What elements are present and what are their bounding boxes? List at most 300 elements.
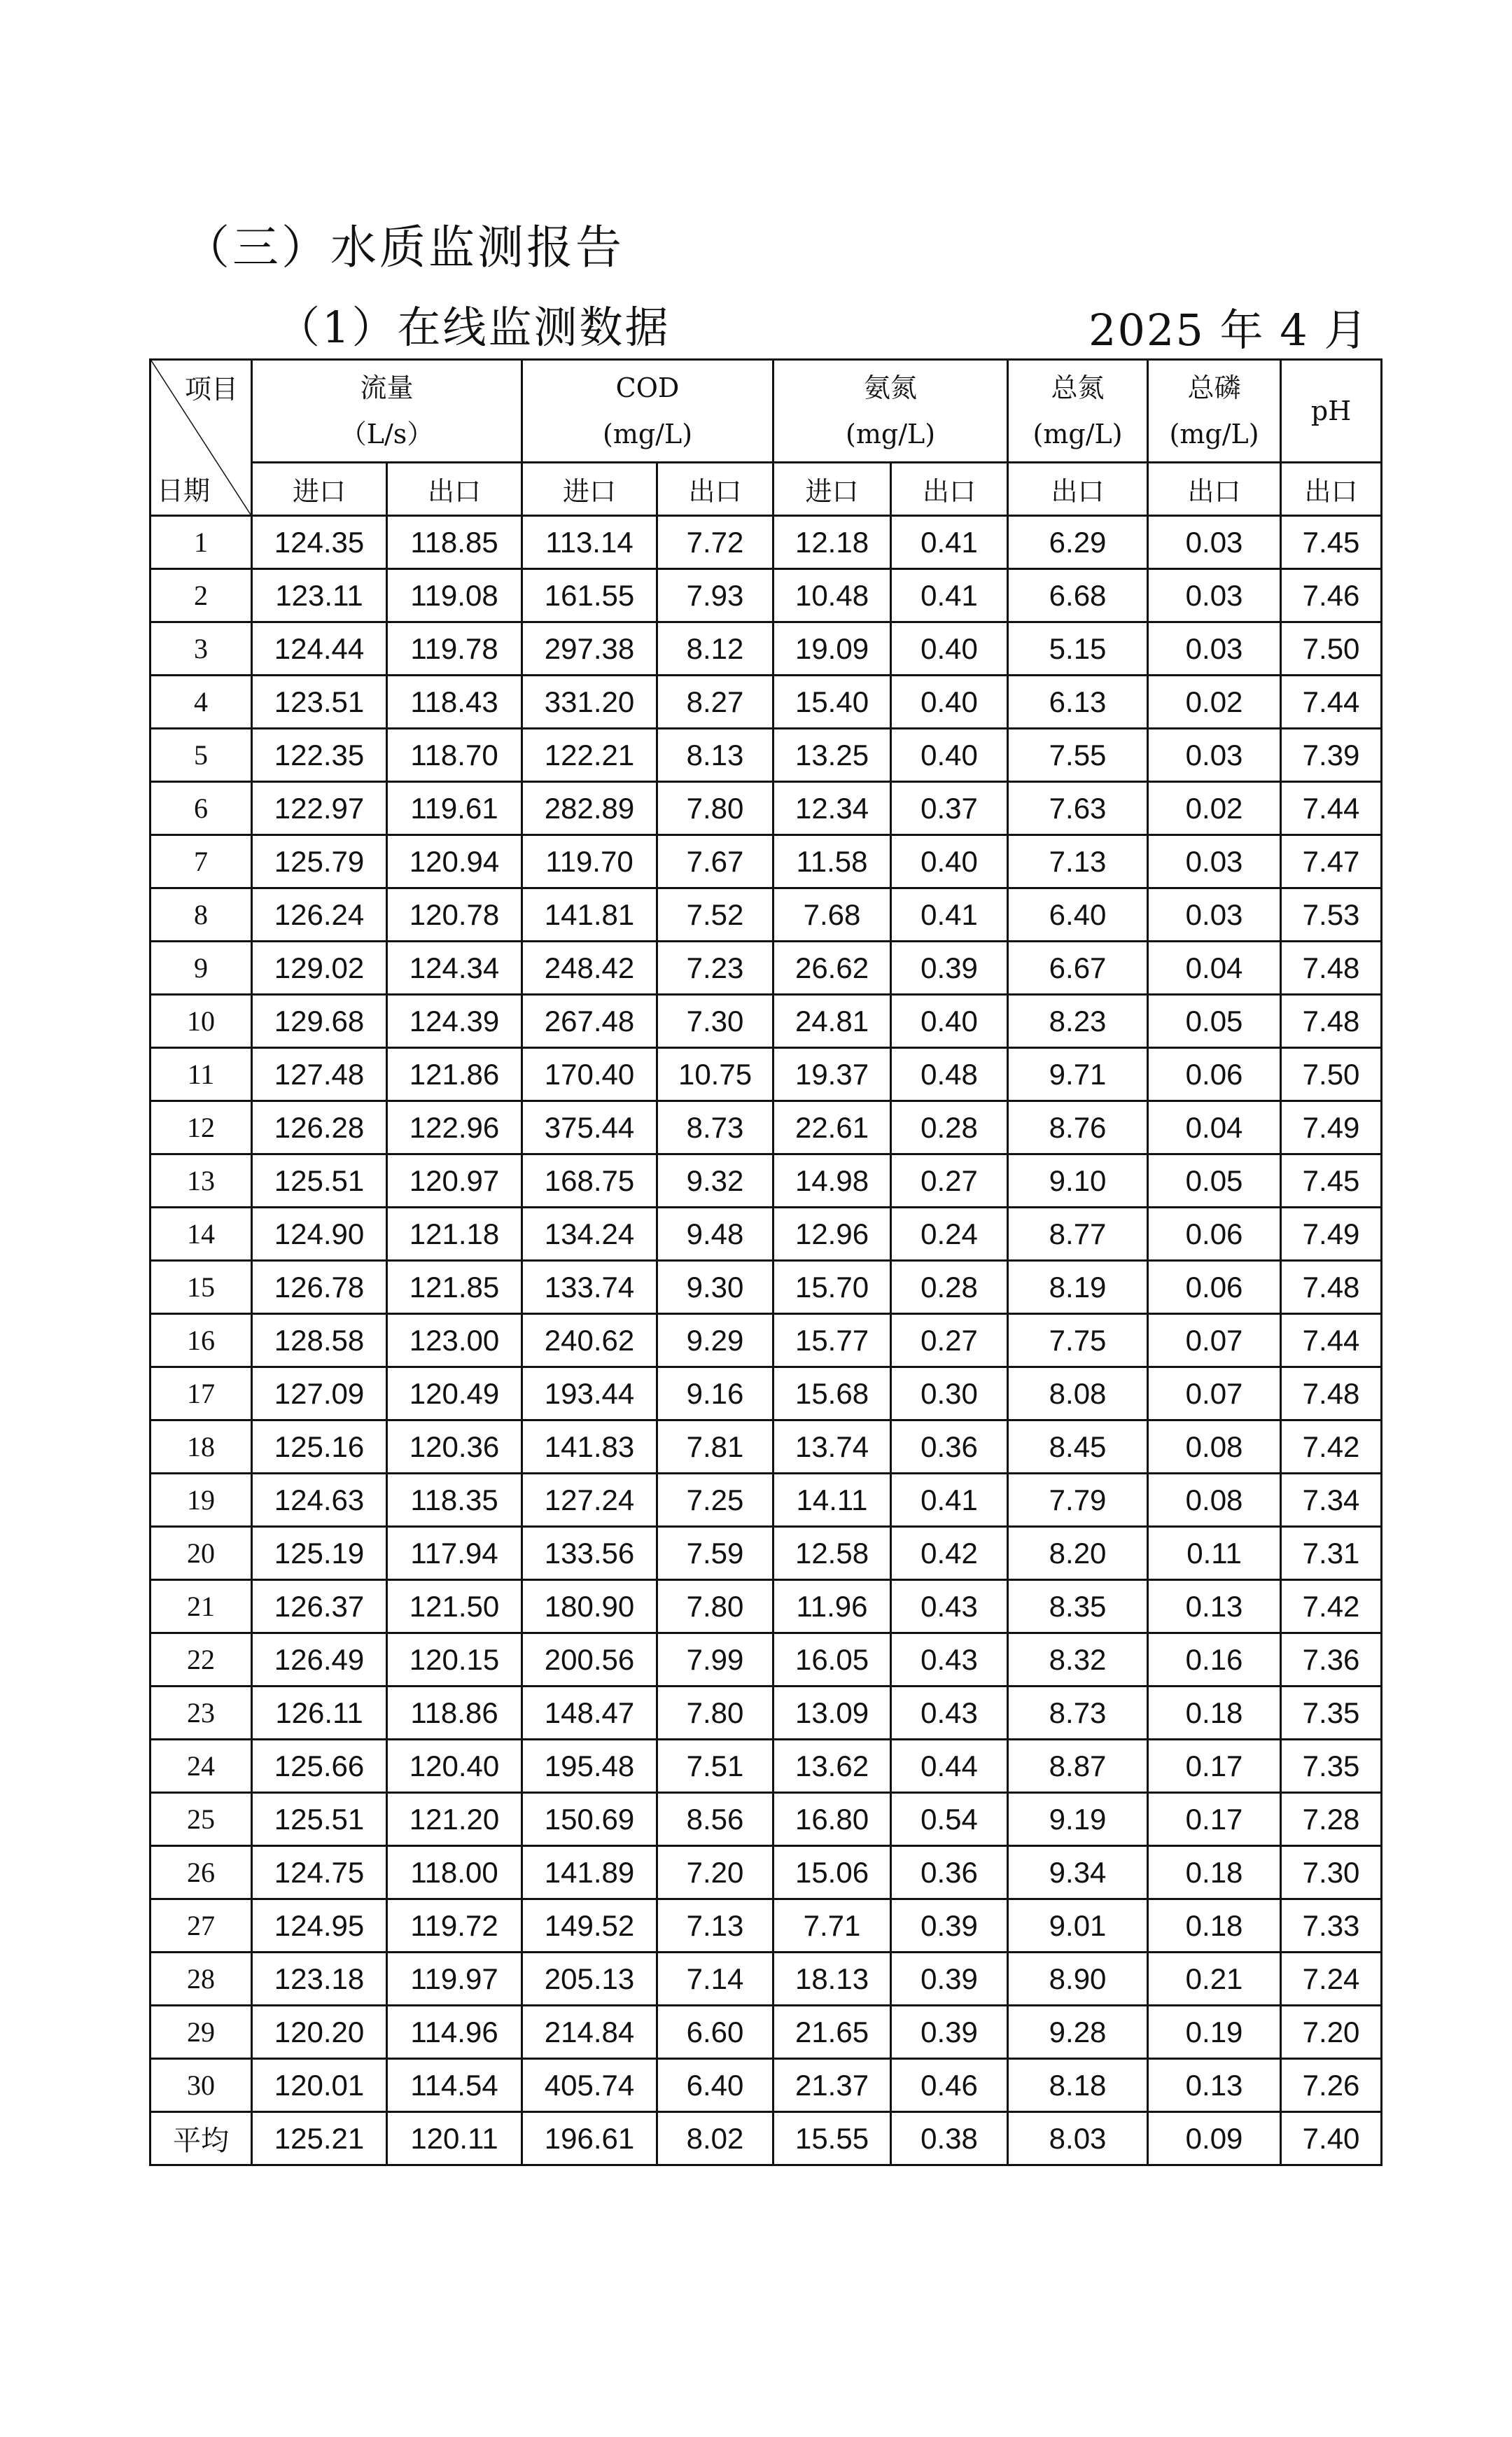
table-row bbox=[150, 1793, 1382, 1846]
value-cell: 13.25 bbox=[774, 729, 891, 782]
value-cell: 7.35 bbox=[1281, 1740, 1382, 1793]
value-cell: 141.83 bbox=[522, 1420, 657, 1474]
date-cell: 13 bbox=[150, 1154, 252, 1208]
value-cell: 122.35 bbox=[252, 729, 387, 782]
value-cell: 6.40 bbox=[657, 2059, 774, 2112]
value-cell: 7.71 bbox=[774, 1899, 891, 1953]
value-cell: 7.47 bbox=[1281, 835, 1382, 888]
value-cell: 126.78 bbox=[252, 1261, 387, 1314]
ph-name: pH bbox=[1310, 396, 1352, 426]
value-cell: 119.61 bbox=[387, 782, 522, 835]
value-cell: 141.89 bbox=[522, 1846, 657, 1899]
report-heading: （三）水质监测报告 bbox=[183, 221, 624, 274]
value-cell: 15.40 bbox=[774, 676, 891, 729]
value-cell: 127.09 bbox=[252, 1367, 387, 1420]
value-cell: 7.44 bbox=[1281, 782, 1382, 835]
value-cell: 9.16 bbox=[657, 1367, 774, 1420]
value-cell: 120.36 bbox=[387, 1420, 522, 1474]
value-cell: 0.40 bbox=[891, 995, 1008, 1048]
value-cell: 214.84 bbox=[522, 2006, 657, 2059]
value-cell: 7.68 bbox=[774, 888, 891, 942]
value-cell: 121.18 bbox=[387, 1208, 522, 1261]
value-cell: 7.52 bbox=[657, 888, 774, 942]
value-cell: 297.38 bbox=[522, 622, 657, 676]
average-row bbox=[150, 2112, 1382, 2165]
corner-date-label: 日期 bbox=[157, 475, 211, 506]
value-cell: 120.20 bbox=[252, 2006, 387, 2059]
value-cell: 126.11 bbox=[252, 1687, 387, 1740]
value-cell: 0.11 bbox=[1148, 1527, 1281, 1580]
value-cell: 125.51 bbox=[252, 1154, 387, 1208]
value-cell: 133.56 bbox=[522, 1527, 657, 1580]
date-cell: 2 bbox=[150, 569, 252, 622]
value-cell: 0.36 bbox=[891, 1846, 1008, 1899]
value-cell: 0.27 bbox=[891, 1314, 1008, 1367]
total-nitrogen-header bbox=[1008, 360, 1148, 463]
value-cell: 8.87 bbox=[1008, 1740, 1148, 1793]
value-cell: 7.13 bbox=[657, 1899, 774, 1953]
value-cell: 0.07 bbox=[1148, 1367, 1281, 1420]
date-cell: 26 bbox=[150, 1846, 252, 1899]
value-cell: 7.46 bbox=[1281, 569, 1382, 622]
value-cell: 7.36 bbox=[1281, 1633, 1382, 1687]
flow-inlet-header: 进口 bbox=[252, 463, 387, 516]
value-cell: 9.01 bbox=[1008, 1899, 1148, 1953]
value-cell: 124.35 bbox=[252, 516, 387, 569]
total-nitrogen-name: 总氮 bbox=[1051, 372, 1105, 403]
value-cell: 8.13 bbox=[657, 729, 774, 782]
value-cell: 7.26 bbox=[1281, 2059, 1382, 2112]
value-cell: 267.48 bbox=[522, 995, 657, 1048]
value-cell: 9.30 bbox=[657, 1261, 774, 1314]
value-cell: 0.08 bbox=[1148, 1420, 1281, 1474]
value-cell: 14.11 bbox=[774, 1474, 891, 1527]
value-cell: 8.18 bbox=[1008, 2059, 1148, 2112]
value-cell: 149.52 bbox=[522, 1899, 657, 1953]
table-row bbox=[150, 1527, 1382, 1580]
value-cell: 0.18 bbox=[1148, 1846, 1281, 1899]
value-cell: 126.24 bbox=[252, 888, 387, 942]
value-cell: 8.19 bbox=[1008, 1261, 1148, 1314]
value-cell: 124.75 bbox=[252, 1846, 387, 1899]
value-cell: 114.96 bbox=[387, 2006, 522, 2059]
value-cell: 8.02 bbox=[657, 2112, 774, 2165]
value-cell: 15.70 bbox=[774, 1261, 891, 1314]
value-cell: 22.61 bbox=[774, 1101, 891, 1154]
value-cell: 0.03 bbox=[1148, 569, 1281, 622]
value-cell: 0.28 bbox=[891, 1261, 1008, 1314]
date-cell: 20 bbox=[150, 1527, 252, 1580]
table-row bbox=[150, 729, 1382, 782]
value-cell: 119.72 bbox=[387, 1899, 522, 1953]
value-cell: 12.96 bbox=[774, 1208, 891, 1261]
value-cell: 0.37 bbox=[891, 782, 1008, 835]
value-cell: 9.32 bbox=[657, 1154, 774, 1208]
date-cell: 1 bbox=[150, 516, 252, 569]
table-row bbox=[150, 1846, 1382, 1899]
value-cell: 7.14 bbox=[657, 1953, 774, 2006]
value-cell: 0.42 bbox=[891, 1527, 1008, 1580]
table-row bbox=[150, 1420, 1382, 1474]
value-cell: 0.13 bbox=[1148, 2059, 1281, 2112]
cod-name: COD bbox=[615, 372, 680, 403]
value-cell: 0.30 bbox=[891, 1367, 1008, 1420]
value-cell: 7.80 bbox=[657, 1580, 774, 1633]
value-cell: 19.09 bbox=[774, 622, 891, 676]
value-cell: 0.07 bbox=[1148, 1314, 1281, 1367]
value-cell: 240.62 bbox=[522, 1314, 657, 1367]
value-cell: 21.37 bbox=[774, 2059, 891, 2112]
value-cell: 0.44 bbox=[891, 1740, 1008, 1793]
corner-item-label: 项目 bbox=[184, 374, 238, 405]
value-cell: 0.40 bbox=[891, 835, 1008, 888]
value-cell: 9.19 bbox=[1008, 1793, 1148, 1846]
value-cell: 148.47 bbox=[522, 1687, 657, 1740]
value-cell: 0.41 bbox=[891, 569, 1008, 622]
value-cell: 10.48 bbox=[774, 569, 891, 622]
value-cell: 331.20 bbox=[522, 676, 657, 729]
value-cell: 7.55 bbox=[1008, 729, 1148, 782]
date-cell: 14 bbox=[150, 1208, 252, 1261]
value-cell: 0.36 bbox=[891, 1420, 1008, 1474]
value-cell: 127.24 bbox=[522, 1474, 657, 1527]
value-cell: 0.13 bbox=[1148, 1580, 1281, 1633]
value-cell: 120.97 bbox=[387, 1154, 522, 1208]
value-cell: 0.02 bbox=[1148, 676, 1281, 729]
value-cell: 15.55 bbox=[774, 2112, 891, 2165]
value-cell: 113.14 bbox=[522, 516, 657, 569]
value-cell: 0.03 bbox=[1148, 835, 1281, 888]
date-cell: 19 bbox=[150, 1474, 252, 1527]
ammonia-name: 氨氮 bbox=[864, 372, 918, 403]
date-cell: 18 bbox=[150, 1420, 252, 1474]
value-cell: 0.06 bbox=[1148, 1048, 1281, 1101]
flow-unit: （L/s） bbox=[340, 419, 434, 449]
value-cell: 0.17 bbox=[1148, 1740, 1281, 1793]
date-cell: 7 bbox=[150, 835, 252, 888]
value-cell: 0.18 bbox=[1148, 1899, 1281, 1953]
table-row bbox=[150, 1048, 1382, 1101]
value-cell: 120.40 bbox=[387, 1740, 522, 1793]
table-row bbox=[150, 2059, 1382, 2112]
table-row bbox=[150, 888, 1382, 942]
value-cell: 128.58 bbox=[252, 1314, 387, 1367]
value-cell: 7.28 bbox=[1281, 1793, 1382, 1846]
value-cell: 15.68 bbox=[774, 1367, 891, 1420]
total-nitrogen-outlet-header: 出口 bbox=[1008, 463, 1148, 516]
table-row bbox=[150, 1580, 1382, 1633]
value-cell: 126.37 bbox=[252, 1580, 387, 1633]
value-cell: 282.89 bbox=[522, 782, 657, 835]
table-row bbox=[150, 1154, 1382, 1208]
value-cell: 8.56 bbox=[657, 1793, 774, 1846]
value-cell: 0.27 bbox=[891, 1154, 1008, 1208]
value-cell: 127.48 bbox=[252, 1048, 387, 1101]
date-cell: 22 bbox=[150, 1633, 252, 1687]
value-cell: 21.65 bbox=[774, 2006, 891, 2059]
table-row bbox=[150, 676, 1382, 729]
ammonia-header bbox=[774, 360, 1008, 463]
value-cell: 7.23 bbox=[657, 942, 774, 995]
ammonia-outlet-header: 出口 bbox=[891, 463, 1008, 516]
value-cell: 0.08 bbox=[1148, 1474, 1281, 1527]
value-cell: 5.15 bbox=[1008, 622, 1148, 676]
value-cell: 121.50 bbox=[387, 1580, 522, 1633]
value-cell: 118.00 bbox=[387, 1846, 522, 1899]
value-cell: 8.32 bbox=[1008, 1633, 1148, 1687]
value-cell: 122.96 bbox=[387, 1101, 522, 1154]
value-cell: 0.43 bbox=[891, 1687, 1008, 1740]
value-cell: 129.68 bbox=[252, 995, 387, 1048]
value-cell: 7.42 bbox=[1281, 1420, 1382, 1474]
value-cell: 7.59 bbox=[657, 1527, 774, 1580]
value-cell: 0.43 bbox=[891, 1580, 1008, 1633]
value-cell: 7.45 bbox=[1281, 1154, 1382, 1208]
value-cell: 0.16 bbox=[1148, 1633, 1281, 1687]
date-cell: 28 bbox=[150, 1953, 252, 2006]
date-cell: 24 bbox=[150, 1740, 252, 1793]
value-cell: 7.48 bbox=[1281, 995, 1382, 1048]
value-cell: 7.30 bbox=[1281, 1846, 1382, 1899]
value-cell: 7.40 bbox=[1281, 2112, 1382, 2165]
value-cell: 405.74 bbox=[522, 2059, 657, 2112]
value-cell: 9.34 bbox=[1008, 1846, 1148, 1899]
table-row bbox=[150, 995, 1382, 1048]
value-cell: 9.71 bbox=[1008, 1048, 1148, 1101]
value-cell: 12.58 bbox=[774, 1527, 891, 1580]
value-cell: 6.13 bbox=[1008, 676, 1148, 729]
value-cell: 168.75 bbox=[522, 1154, 657, 1208]
value-cell: 0.06 bbox=[1148, 1261, 1281, 1314]
value-cell: 0.05 bbox=[1148, 1154, 1281, 1208]
value-cell: 12.34 bbox=[774, 782, 891, 835]
value-cell: 0.40 bbox=[891, 622, 1008, 676]
value-cell: 180.90 bbox=[522, 1580, 657, 1633]
value-cell: 0.03 bbox=[1148, 622, 1281, 676]
value-cell: 15.77 bbox=[774, 1314, 891, 1367]
value-cell: 7.50 bbox=[1281, 622, 1382, 676]
date-cell: 21 bbox=[150, 1580, 252, 1633]
table-row bbox=[150, 1261, 1382, 1314]
value-cell: 7.72 bbox=[657, 516, 774, 569]
value-cell: 150.69 bbox=[522, 1793, 657, 1846]
ph-header bbox=[1281, 360, 1382, 463]
date-cell: 9 bbox=[150, 942, 252, 995]
table-row bbox=[150, 1633, 1382, 1687]
value-cell: 7.24 bbox=[1281, 1953, 1382, 2006]
value-cell: 7.20 bbox=[657, 1846, 774, 1899]
value-cell: 7.44 bbox=[1281, 1314, 1382, 1367]
value-cell: 141.81 bbox=[522, 888, 657, 942]
value-cell: 0.40 bbox=[891, 676, 1008, 729]
value-cell: 7.31 bbox=[1281, 1527, 1382, 1580]
value-cell: 16.80 bbox=[774, 1793, 891, 1846]
value-cell: 15.06 bbox=[774, 1846, 891, 1899]
value-cell: 248.42 bbox=[522, 942, 657, 995]
value-cell: 119.78 bbox=[387, 622, 522, 676]
value-cell: 7.53 bbox=[1281, 888, 1382, 942]
value-cell: 7.48 bbox=[1281, 1367, 1382, 1420]
value-cell: 8.73 bbox=[1008, 1687, 1148, 1740]
value-cell: 200.56 bbox=[522, 1633, 657, 1687]
value-cell: 0.03 bbox=[1148, 516, 1281, 569]
value-cell: 117.94 bbox=[387, 1527, 522, 1580]
value-cell: 0.39 bbox=[891, 1899, 1008, 1953]
value-cell: 0.06 bbox=[1148, 1208, 1281, 1261]
value-cell: 9.28 bbox=[1008, 2006, 1148, 2059]
table-row bbox=[150, 782, 1382, 835]
date-cell: 29 bbox=[150, 2006, 252, 2059]
value-cell: 8.77 bbox=[1008, 1208, 1148, 1261]
value-cell: 8.90 bbox=[1008, 1953, 1148, 2006]
value-cell: 7.35 bbox=[1281, 1687, 1382, 1740]
value-cell: 196.61 bbox=[522, 2112, 657, 2165]
value-cell: 7.42 bbox=[1281, 1580, 1382, 1633]
header-row-main bbox=[150, 360, 1382, 463]
date-cell: 30 bbox=[150, 2059, 252, 2112]
total-phosphorus-name: 总磷 bbox=[1187, 372, 1241, 403]
table-row bbox=[150, 1740, 1382, 1793]
date-cell: 23 bbox=[150, 1687, 252, 1740]
value-cell: 118.70 bbox=[387, 729, 522, 782]
value-cell: 26.62 bbox=[774, 942, 891, 995]
value-cell: 161.55 bbox=[522, 569, 657, 622]
table-row bbox=[150, 2006, 1382, 2059]
date-cell: 10 bbox=[150, 995, 252, 1048]
date-cell: 12 bbox=[150, 1101, 252, 1154]
value-cell: 114.54 bbox=[387, 2059, 522, 2112]
value-cell: 8.23 bbox=[1008, 995, 1148, 1048]
value-cell: 9.10 bbox=[1008, 1154, 1148, 1208]
value-cell: 123.00 bbox=[387, 1314, 522, 1367]
value-cell: 125.51 bbox=[252, 1793, 387, 1846]
value-cell: 0.03 bbox=[1148, 729, 1281, 782]
value-cell: 120.11 bbox=[387, 2112, 522, 2165]
value-cell: 7.67 bbox=[657, 835, 774, 888]
value-cell: 124.39 bbox=[387, 995, 522, 1048]
value-cell: 7.45 bbox=[1281, 516, 1382, 569]
value-cell: 0.17 bbox=[1148, 1793, 1281, 1846]
value-cell: 0.24 bbox=[891, 1208, 1008, 1261]
value-cell: 121.20 bbox=[387, 1793, 522, 1846]
ph-outlet-header: 出口 bbox=[1281, 463, 1382, 516]
value-cell: 7.93 bbox=[657, 569, 774, 622]
value-cell: 0.05 bbox=[1148, 995, 1281, 1048]
value-cell: 7.48 bbox=[1281, 1261, 1382, 1314]
header-row-sub bbox=[150, 463, 1382, 516]
value-cell: 133.74 bbox=[522, 1261, 657, 1314]
value-cell: 119.08 bbox=[387, 569, 522, 622]
cod-inlet-header: 进口 bbox=[522, 463, 657, 516]
value-cell: 13.74 bbox=[774, 1420, 891, 1474]
value-cell: 7.80 bbox=[657, 782, 774, 835]
value-cell: 118.43 bbox=[387, 676, 522, 729]
value-cell: 7.44 bbox=[1281, 676, 1382, 729]
table-row bbox=[150, 1687, 1382, 1740]
value-cell: 0.04 bbox=[1148, 1101, 1281, 1154]
value-cell: 118.85 bbox=[387, 516, 522, 569]
value-cell: 7.99 bbox=[657, 1633, 774, 1687]
value-cell: 0.28 bbox=[891, 1101, 1008, 1154]
section-subheading: （1）在线监测数据 bbox=[276, 302, 671, 353]
table-row bbox=[150, 1953, 1382, 2006]
value-cell: 0.21 bbox=[1148, 1953, 1281, 2006]
date-cell: 5 bbox=[150, 729, 252, 782]
value-cell: 7.30 bbox=[657, 995, 774, 1048]
value-cell: 12.18 bbox=[774, 516, 891, 569]
date-cell: 15 bbox=[150, 1261, 252, 1314]
value-cell: 8.08 bbox=[1008, 1367, 1148, 1420]
value-cell: 0.46 bbox=[891, 2059, 1008, 2112]
monitoring-data-table bbox=[149, 358, 1382, 2166]
table-row bbox=[150, 516, 1382, 569]
table-row bbox=[150, 622, 1382, 676]
value-cell: 0.19 bbox=[1148, 2006, 1281, 2059]
value-cell: 8.73 bbox=[657, 1101, 774, 1154]
table-row bbox=[150, 1314, 1382, 1367]
value-cell: 8.12 bbox=[657, 622, 774, 676]
value-cell: 7.49 bbox=[1281, 1208, 1382, 1261]
cod-unit: (mg/L) bbox=[603, 419, 693, 449]
value-cell: 7.39 bbox=[1281, 729, 1382, 782]
value-cell: 6.60 bbox=[657, 2006, 774, 2059]
table-row bbox=[150, 1899, 1382, 1953]
value-cell: 124.95 bbox=[252, 1899, 387, 1953]
value-cell: 123.51 bbox=[252, 676, 387, 729]
value-cell: 8.20 bbox=[1008, 1527, 1148, 1580]
value-cell: 124.34 bbox=[387, 942, 522, 995]
value-cell: 193.44 bbox=[522, 1367, 657, 1420]
cod-outlet-header: 出口 bbox=[657, 463, 774, 516]
value-cell: 120.49 bbox=[387, 1367, 522, 1420]
table-row bbox=[150, 1474, 1382, 1527]
table-row bbox=[150, 1367, 1382, 1420]
value-cell: 13.09 bbox=[774, 1687, 891, 1740]
value-cell: 124.44 bbox=[252, 622, 387, 676]
value-cell: 7.25 bbox=[657, 1474, 774, 1527]
value-cell: 7.34 bbox=[1281, 1474, 1382, 1527]
value-cell: 8.03 bbox=[1008, 2112, 1148, 2165]
value-cell: 126.49 bbox=[252, 1633, 387, 1687]
value-cell: 6.68 bbox=[1008, 569, 1148, 622]
value-cell: 10.75 bbox=[657, 1048, 774, 1101]
value-cell: 7.51 bbox=[657, 1740, 774, 1793]
value-cell: 205.13 bbox=[522, 1953, 657, 2006]
value-cell: 125.19 bbox=[252, 1527, 387, 1580]
date-cell: 27 bbox=[150, 1899, 252, 1953]
value-cell: 0.39 bbox=[891, 2006, 1008, 2059]
value-cell: 125.66 bbox=[252, 1740, 387, 1793]
value-cell: 0.43 bbox=[891, 1633, 1008, 1687]
table-row bbox=[150, 1208, 1382, 1261]
cod-header bbox=[522, 360, 774, 463]
total-phosphorus-unit: (mg/L) bbox=[1169, 419, 1259, 449]
value-cell: 8.35 bbox=[1008, 1580, 1148, 1633]
value-cell: 8.27 bbox=[657, 676, 774, 729]
value-cell: 125.21 bbox=[252, 2112, 387, 2165]
value-cell: 119.97 bbox=[387, 1953, 522, 2006]
value-cell: 7.49 bbox=[1281, 1101, 1382, 1154]
corner-header-cell bbox=[150, 360, 252, 516]
date-cell: 4 bbox=[150, 676, 252, 729]
value-cell: 119.70 bbox=[522, 835, 657, 888]
value-cell: 195.48 bbox=[522, 1740, 657, 1793]
value-cell: 129.02 bbox=[252, 942, 387, 995]
value-cell: 120.01 bbox=[252, 2059, 387, 2112]
value-cell: 123.18 bbox=[252, 1953, 387, 2006]
value-cell: 19.37 bbox=[774, 1048, 891, 1101]
value-cell: 6.29 bbox=[1008, 516, 1148, 569]
